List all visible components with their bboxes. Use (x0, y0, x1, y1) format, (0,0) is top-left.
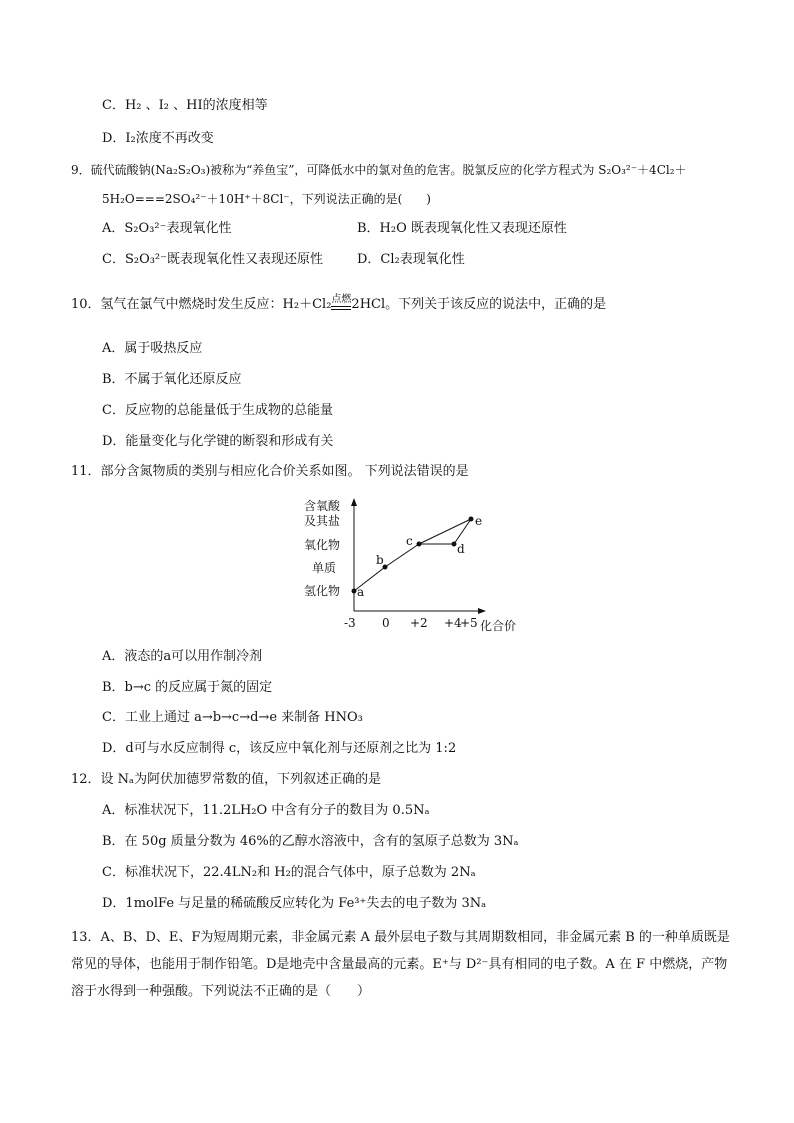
point-label-d: d (457, 542, 465, 556)
q12-option-b: B．在 50g 质量分数为 46%的乙醇水溶液中，含有的氢原子总数为 3Nₐ (102, 834, 519, 849)
y-label-acid-1: 含氧酸 (304, 499, 341, 513)
q10-stem (71, 296, 606, 316)
q12-option-a: A．标准状况下，11.2LH₂O 中含有分子的数目为 0.5Nₐ (102, 803, 430, 818)
x-tick-plus5: +5 (460, 616, 478, 630)
x-axis-arrow (478, 608, 486, 614)
q11-option-d: D．d可与水反应制得 c，该反应中氧化剂与还原剂之比为 1:2 (102, 741, 457, 756)
q11-option-c: C．工业上通过 a→b→c→d→e 来制备 HNO₃ (102, 710, 363, 725)
q11-stem: 11．部分含氮物质的类别与相应化合价关系如图。 下列说法错误的是 (71, 464, 469, 479)
point-c (417, 542, 422, 547)
y-label-element: 单质 (312, 561, 337, 575)
q10-option-a: A．属于吸热反应 (102, 341, 203, 356)
q12-option-c: C．标准状况下，22.4LN₂和 H₂的混合气体中，原子总数为 2Nₐ (102, 865, 476, 880)
line-c-e (419, 519, 471, 544)
y-label-hydride: 氢化物 (304, 584, 341, 598)
x-tick-plus2: +2 (410, 616, 428, 630)
q9-stem-line2: 5H₂O===2SO₄²⁻＋10H⁺＋8Cl⁻，下列说法正确的是( ) (102, 192, 431, 206)
point-label-a: a (357, 585, 365, 599)
point-d (452, 542, 457, 547)
y-label-oxide: 氧化物 (304, 538, 341, 552)
q10-option-d: D．能量变化与化学键的断裂和形成有关 (102, 434, 334, 449)
x-tick-0: 0 (382, 616, 390, 630)
q9-option-b: B．H₂O 既表现氧化性又表现还原性 (357, 221, 567, 236)
x-axis-label: 化合价 (480, 619, 517, 633)
line-b-c (385, 544, 419, 567)
q9-option-a: A．S₂O₃²⁻表现氧化性 (102, 221, 232, 236)
point-label-e: e (475, 514, 483, 528)
q11-option-a: A．液态的a可以用作制冷剂 (102, 649, 263, 664)
q10-option-c: C．反应物的总能量低于生成物的总能量 (102, 403, 333, 418)
q9-option-d: D．Cl₂表现氧化性 (357, 252, 465, 267)
q12-option-d: D．1molFe 与足量的稀硫酸反应转化为 Fe³⁺失去的电子数为 3Nₐ (102, 896, 487, 911)
q9-stem-line1: 9．硫代硫酸钠(Na₂S₂O₃)被称为“养鱼宝”，可降低水中的氯对鱼的危害。脱氯反应的化学方程式为 S₂O₃²⁻＋4Cl₂＋ (71, 163, 687, 177)
q11-option-b: B．b→c 的反应属于氮的固定 (102, 680, 273, 695)
q9-option-c: C．S₂O₃²⁻既表现氧化性又表现还原性 (102, 252, 324, 267)
q8-option-c: C．H₂ 、I₂ 、HI的浓度相等 (102, 98, 268, 113)
point-label-b: b (376, 553, 384, 567)
point-a (352, 589, 357, 594)
y-axis-arrow (351, 498, 357, 506)
q12-stem: 12．设 Nₐ为阿伏加德罗常数的值，下列叙述正确的是 (71, 772, 382, 787)
reaction-condition: 点燃 (331, 294, 352, 305)
y-label-acid-2: 及其盐 (304, 514, 341, 528)
point-label-c: c (406, 534, 413, 548)
reaction-arrow (331, 294, 351, 310)
q10-option-b: B．不属于氧化还原反应 (102, 372, 242, 387)
nitrogen-valence-figure (296, 490, 536, 640)
q10-stem-prefix: 10．氢气在氯气中燃烧时发生反应：H₂＋Cl₂ (71, 297, 332, 312)
x-tick-minus3: -3 (344, 616, 356, 630)
q10-stem-suffix: 2HCl。下列关于该反应的说法中，正确的是 (351, 297, 607, 312)
q13-stem: 13．A、B、D、E、F为短周期元素，非金属元素 A 最外层电子数与其周期数相同，非金属元素 B 的一种单质既是常见的导体，也能用于制作铅笔。D是地壳中含量最高的元素。E⁺与 D²⁻具有相同的电子数。A 在 F 中燃烧，产物溶于水得到一种强酸。下列说法不正确的是（ ） (71, 930, 730, 999)
q8-option-d: D．I₂浓度不再改变 (102, 131, 214, 146)
point-e (469, 517, 474, 522)
x-tick-plus4: +4 (444, 616, 462, 630)
